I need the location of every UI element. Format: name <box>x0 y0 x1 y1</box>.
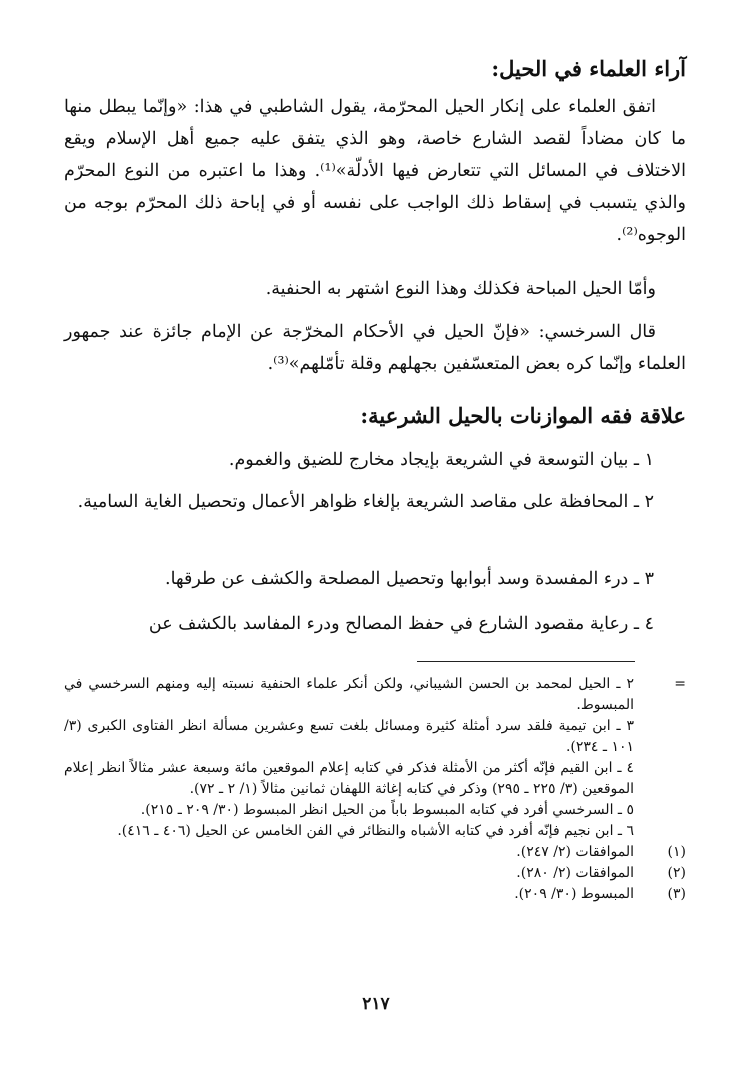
continuation-mark: = <box>674 676 686 692</box>
footnote-text: ٥ ـ السرخسي أفرد في كتابه المبسوط باباً من الحيل انظر المبسوط (٣٠/ ٢٠٩ ـ ٢١٥). <box>140 802 634 818</box>
paragraph-sarakhsi-quote: قال السرخسي: «فإنّ الحيل في الأحكام المخرّجة عن الإمام جائزة عند جمهور العلماء وإنّما كره بعض المتعسّفين بجهلهم وقلة تأمّلهم»⁽³⁾. <box>64 322 686 374</box>
list-item: ٣ ـ درء المفسدة وسد أبوابها وتحصيل المصلحة والكشف عن طرقها. <box>165 569 654 589</box>
section-heading-balancing-jurisprudence: علاقة فقه الموازنات بالحيل الشرعية: <box>360 403 686 428</box>
list-item: ١ ـ بيان التوسعة في الشريعة بإيجاد مخارج للضيق والغموم. <box>228 450 654 470</box>
footnote-text: ٦ ـ ابن نجيم فإنّه أفرد في كتابه الأشباه والنظائر في الفن الخامس عن الحيل (٤٠٦ ـ ٤١٦). <box>117 823 634 839</box>
page-number: ٢١٧ <box>362 994 390 1014</box>
list-item: ٢ ـ المحافظة على مقاصد الشريعة بإلغاء ظواهر الأعمال وتحصيل الغاية السامية. <box>77 492 654 512</box>
footnote-text: ٤ ـ ابن القيم فإنّه أكثر من الأمثلة فذكر في كتابه إعلام الموقعين مائة وسبعة عشر مثالاً انظر إعلام الموقعين (٣/ ٢٢٥ ـ ٢٩٥) وذكر في كتابه إغاثة اللهفان ثمانين مثالاً (١/ ٢ ـ ٧٢). <box>64 760 634 797</box>
footnote-continued <box>64 716 686 758</box>
footnote-text: ٣ ـ ابن تيمية فلقد سرد أمثلة كثيرة ومسائل بلغت تسع وعشرين مسألة انظر الفتاوى الكبرى (٣/ ١٠١ ـ ٢٣٤). <box>64 718 634 755</box>
footnote-marker: (١) <box>667 844 686 860</box>
footnote-continued <box>64 758 686 800</box>
paragraph-shatibi-quote: اتفق العلماء على إنكار الحيل المحرّمة، يقول الشاطبي في هذا: «وإنّما يبطل منها ما كان مضاداً لقصد الشارع خاصة، وهو الذي يتفق عليه جميع أهل الإسلام ويقع الاختلاف في المسائل التي تتعارض فيها الأدلّة»⁽¹⁾. وهذا ما اعتبره من النوع المحرّم والذي يتسبب في إسقاط ذلك الواجب على نفسه أو في إباحة ذلك المحرّم بوجه من الوجوه⁽²⁾. <box>64 97 686 245</box>
list-item: ٤ ـ رعاية مقصود الشارع في حفظ المصالح ودرء المفاسد بالكشف عن <box>148 614 654 634</box>
footnote-3 <box>64 884 686 905</box>
footnote-marker: (٢) <box>667 865 686 881</box>
footnote-separator <box>417 661 635 662</box>
footnote-continued <box>64 800 686 821</box>
footnote-text: الموافقات (٢/ ٢٤٧). <box>516 844 634 860</box>
footnote-1 <box>64 842 686 863</box>
footnote-text: ٢ ـ الحيل لمحمد بن الحسن الشيباني، ولكن أنكر علماء الحنفية نسبته إليه ومنهم السرخسي في المبسوط. <box>64 676 635 713</box>
section-heading-scholars-opinions: آراء العلماء في الحيل: <box>491 56 686 81</box>
footnote-2 <box>64 863 686 884</box>
footnote-text: المبسوط (٣٠/ ٢٠٩). <box>514 886 634 902</box>
paragraph-permissible-stratagems: وأمّا الحيل المباحة فكذلك وهذا النوع اشتهر به الحنفية. <box>265 279 656 299</box>
footnote-continued <box>64 821 686 842</box>
footnote-text: الموافقات (٢/ ٢٨٠). <box>516 865 634 881</box>
footnote-marker: (٣) <box>667 886 686 902</box>
footnotes <box>64 674 686 905</box>
footnote-continued <box>64 674 686 716</box>
